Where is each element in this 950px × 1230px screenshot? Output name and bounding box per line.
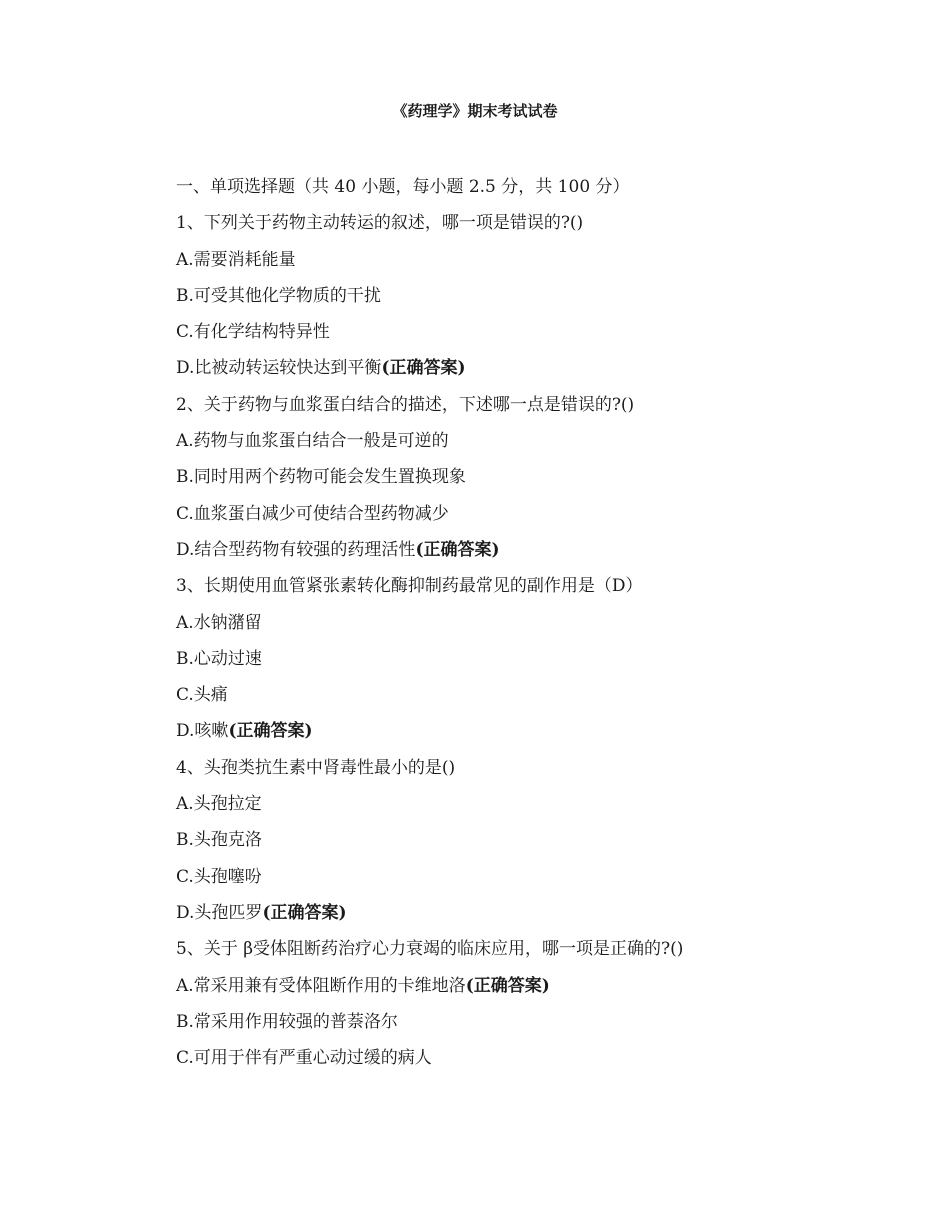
answer-option	[176, 319, 856, 355]
answer-option	[176, 682, 856, 718]
question-list	[176, 210, 856, 1081]
correct-answer-mark: (正确答案)	[381, 358, 466, 379]
section-heading: 一、单项选择题（共 40 小题，每小题 2.5 分，共 100 分）	[176, 177, 630, 197]
page-title: 《药理学》期末考试试卷	[392, 102, 558, 120]
option-text: A.水钠潴留	[176, 612, 262, 633]
answer-option	[176, 247, 856, 283]
option-text: A.药物与血浆蛋白结合一般是可逆的	[176, 431, 449, 452]
answer-option	[176, 501, 856, 537]
option-text: D.咳嗽	[176, 721, 229, 742]
question-stem: 4、头孢类抗生素中肾毒性最小的是()	[176, 757, 456, 778]
answer-option	[176, 537, 856, 573]
question-stem: 5、关于 β受体阻断药治疗心力衰竭的临床应用，哪一项是正确的?()	[176, 939, 684, 960]
answer-option	[176, 464, 856, 500]
answer-option	[176, 791, 856, 827]
option-text: D.头孢匹罗	[176, 902, 263, 923]
answer-option	[176, 718, 856, 754]
answer-option	[176, 900, 856, 936]
correct-answer-mark: (正确答案)	[415, 539, 500, 560]
exam-body	[176, 174, 856, 1081]
question-stem: 2、关于药物与血浆蛋白结合的描述，下述哪一点是错误的?()	[176, 394, 635, 415]
option-text: A.常采用兼有受体阻断作用的卡维地洛	[176, 975, 466, 996]
option-text: B.头孢克洛	[176, 830, 262, 851]
option-text: C.可用于伴有严重心动过缓的病人	[176, 1048, 432, 1069]
correct-answer-mark: (正确答案)	[228, 721, 313, 742]
answer-option	[176, 283, 856, 319]
option-text: D.比被动转运较快达到平衡	[176, 358, 382, 379]
option-text: C.头痛	[176, 685, 228, 706]
option-text: C.血浆蛋白减少可使结合型药物减少	[176, 503, 449, 524]
option-text: B.可受其他化学物质的干扰	[176, 285, 381, 306]
answer-option	[176, 610, 856, 646]
answer-option	[176, 428, 856, 464]
option-text: D.结合型药物有较强的药理活性	[176, 539, 416, 560]
option-text: A.需要消耗能量	[176, 249, 296, 270]
option-text: B.同时用两个药物可能会发生置换现象	[176, 467, 466, 488]
answer-option	[176, 355, 856, 391]
correct-answer-mark: (正确答案)	[262, 902, 347, 923]
option-text: C.有化学结构特异性	[176, 322, 330, 343]
question-stem: 1、下列关于药物主动转运的叙述，哪一项是错误的?()	[176, 213, 584, 234]
answer-option	[176, 973, 856, 1009]
answer-option	[176, 646, 856, 682]
answer-option	[176, 1045, 856, 1081]
question-stem: 3、长期使用血管紧张素转化酶抑制药最常见的副作用是（D）	[176, 576, 643, 597]
option-text: B.心动过速	[176, 648, 262, 669]
correct-answer-mark: (正确答案)	[465, 975, 550, 996]
option-text: B.常采用作用较强的普萘洛尔	[176, 1011, 398, 1032]
option-text: A.头孢拉定	[176, 794, 262, 815]
option-text: C.头孢噻吩	[176, 866, 262, 887]
answer-option	[176, 1009, 856, 1045]
answer-option	[176, 827, 856, 863]
answer-option	[176, 864, 856, 900]
